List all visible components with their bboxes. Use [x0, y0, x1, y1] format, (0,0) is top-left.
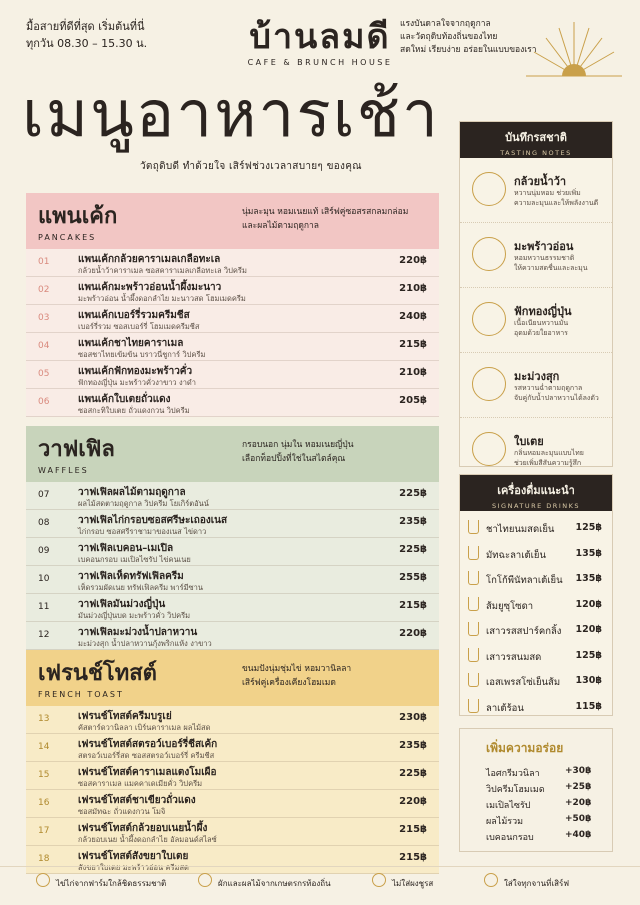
item-description: กล้วยอบเนย น้ำผึ้งดอกลำไย อัลมอนด์สไลซ์: [78, 835, 217, 844]
item-number: 14: [38, 742, 50, 752]
item-number: 09: [38, 546, 50, 556]
desc-line: เลือกท็อปปิ้งที่ใช่ในสไตล์คุณ: [242, 454, 346, 464]
drink-price: 125฿: [575, 649, 602, 661]
section-pancakes: [26, 193, 439, 417]
item-number: 10: [38, 574, 50, 584]
intro-line-1: แรงบันดาลใจจากฤดูกาล: [400, 19, 491, 29]
item-price: 215฿: [399, 600, 427, 611]
extra-item: [460, 828, 612, 844]
drink-price: 125฿: [575, 522, 602, 533]
extra-item: [460, 812, 612, 828]
cup-icon: [468, 520, 479, 534]
item-description: กล้วยน้ำว้าคาราเมล ซอสคาราเมลเกลือทะเล วิปครีม: [78, 266, 247, 275]
section-header: [26, 193, 439, 249]
note-line: ให้ความสดชื่นและละมุน: [514, 264, 588, 272]
drink-item: [460, 617, 612, 643]
footer: [0, 866, 640, 898]
item-price: 215฿: [399, 824, 427, 835]
item-name: วาฟเฟิลไก่กรอบซอสศรีษะเถองเนส: [78, 515, 228, 526]
drink-item: [460, 515, 612, 541]
note-line: หวานนุ่มหอม ช่วยเพิ่ม: [514, 189, 581, 197]
item-price: 205฿: [399, 395, 427, 406]
drink-name: ชาไทยนมสดเย็น: [486, 524, 555, 535]
item-name: วาฟเฟิลเห็ดทรัฟเฟิลครีม: [78, 571, 184, 582]
item-description: มันม่วงญี่ปุ่นบด มะพร้าวคั่ว วิปครีม: [78, 611, 191, 620]
section-french-toast: [26, 650, 439, 874]
desc-line: กรอบนอก นุ่มใน หอมเนยญี่ปุ่น: [242, 440, 354, 450]
section-title: วาฟเฟิล: [38, 436, 115, 462]
extras-panel: [459, 728, 613, 852]
section-description: [242, 205, 432, 233]
note-line: ช่วยเพิ่มสีสันความรู้สึก: [514, 459, 582, 467]
drink-item: [460, 566, 612, 592]
footer-note: ใส่ใจทุกจานที่เสิร์ฟ: [504, 879, 569, 888]
item-number: 07: [38, 490, 50, 500]
extra-name: ไอศกรีมวนิลา: [486, 769, 540, 779]
item-price: 225฿: [399, 488, 427, 499]
drink-price: 135฿: [575, 547, 602, 559]
item-number: 04: [38, 341, 50, 351]
item-price: 230฿: [399, 712, 427, 723]
item-description: สังขยาใบเตย มะพร้าวอ่อน ครีมสด: [78, 863, 189, 872]
menu-list: [26, 482, 439, 650]
drink-price: 120฿: [575, 598, 602, 610]
note-title: ใบเตย: [514, 435, 544, 448]
item-name: เฟรนช์โทสต์กล้วยอบเนยน้ำผึ้ง: [78, 823, 208, 834]
item-description: ซอสคาราเมล แมคคาเดเมียคั่ว วิปครีม: [78, 779, 203, 788]
drink-price: 120฿: [575, 624, 602, 635]
item-price: 220฿: [399, 255, 427, 266]
tasting-list: [460, 158, 612, 483]
item-number: 16: [38, 798, 50, 808]
drink-name: เอสเพรสโซ่เย็นส้ม: [486, 677, 561, 688]
extra-item: [460, 780, 612, 796]
item-number: 01: [38, 257, 50, 267]
tasting-notes-panel: [459, 121, 613, 467]
item-number: 11: [38, 602, 50, 612]
panel-title: เครื่องดื่มแนะนำ: [497, 484, 575, 497]
item-price: 215฿: [399, 852, 427, 863]
menu-list: [26, 706, 439, 874]
item-number: 06: [38, 397, 50, 407]
item-price: 225฿: [399, 544, 427, 555]
sunrise-icon: [524, 20, 624, 82]
note-description: [514, 448, 606, 468]
tasting-note: [460, 353, 612, 418]
extra-item: [460, 796, 612, 812]
menu-item: [26, 249, 439, 277]
item-number: 15: [38, 770, 50, 780]
header-intro: [400, 18, 537, 57]
cup-icon: [468, 571, 479, 585]
note-description: [514, 383, 606, 403]
pandan-icon: [472, 432, 506, 466]
item-name: แพนเค้กเบอร์รี่รวมครีมชีส: [78, 310, 190, 321]
tasting-note: [460, 288, 612, 353]
item-name: วาฟเฟิลเบคอน–เมเปิล: [78, 543, 174, 554]
menu-item: [26, 762, 439, 790]
footer-note: ไข่ไก่จากฟาร์มใกล้ชิดธรรมชาติ: [56, 879, 167, 888]
cup-icon: [468, 546, 479, 560]
desc-line: และผลไม้ตามฤดูกาล: [242, 221, 320, 231]
item-name: แพนเค้กชาไทยคาราเมล: [78, 338, 184, 349]
item-name: เฟรนช์โทสต์สังขยาใบเตย: [78, 851, 189, 862]
section-waffles: [26, 426, 439, 650]
item-price: 220฿: [399, 796, 427, 807]
menu-item: [26, 277, 439, 305]
mango-icon: [472, 367, 506, 401]
extra-name: เมเปิลไซรัป: [486, 801, 531, 811]
desc-line: นุ่มละมุน หอมเนยแท้ เสิร์ฟคู่ซอสรสกลมกล่อม: [242, 207, 409, 217]
drink-item: [460, 668, 612, 694]
drinks-list: [460, 511, 612, 719]
menu-item: [26, 622, 439, 650]
item-name: เฟรนช์โทสต์คาราเมลแตงโมเผือ: [78, 767, 217, 778]
panel-title-en: TASTING NOTES: [500, 149, 572, 157]
section-header: [26, 426, 439, 482]
coconut-icon: [472, 237, 506, 271]
extras-title: เพิ่มความอร่อย: [486, 741, 564, 755]
item-description: ซอสมัทฉะ ถั่วแดงกวน โมจิ: [78, 807, 166, 816]
note-line: กลิ่นหอมละมุนแบบไทย: [514, 449, 584, 457]
cup-icon: [468, 597, 479, 611]
item-name: เฟรนช์โทสต์สตรอว์เบอร์รี่ชีสเค้ก: [78, 739, 218, 750]
desc-line: ขนมปังนุ่มชุ่มไข่ หอมวานิลลา: [242, 664, 352, 674]
drink-name: ส้มยูซุโซดา: [486, 600, 534, 612]
extra-name: เบคอนกรอบ: [486, 833, 534, 843]
drink-item: [460, 541, 612, 567]
tasting-note: [460, 158, 612, 223]
drink-price: 115฿: [575, 700, 602, 712]
brand-name: บ้านลมดี: [249, 17, 391, 57]
item-price: 210฿: [399, 367, 427, 378]
extra-price: +40฿: [565, 830, 592, 840]
drink-price: 130฿: [575, 675, 602, 686]
menu-item: [26, 333, 439, 361]
item-price: 225฿: [399, 768, 427, 779]
leaf-icon: [198, 873, 212, 887]
item-price: 235฿: [399, 740, 427, 751]
panel-title-en: SIGNATURE DRINKS: [492, 502, 580, 510]
item-number: 05: [38, 369, 50, 379]
hands-icon: [484, 873, 498, 887]
panel-header: [460, 122, 612, 158]
panel-title: บันทึกรสชาติ: [505, 131, 567, 144]
item-description: ไก่กรอบ ซอสศรีราชามาของเนส ไข่ดาว: [78, 527, 207, 536]
section-title-en: WAFFLES: [38, 466, 89, 475]
note-line: จับคู่กับน้ำปลาหวานได้ลงตัว: [514, 394, 599, 402]
note-description: [514, 253, 606, 273]
item-name: วาฟเฟิลผลไม้ตามฤดูกาล: [78, 487, 186, 498]
item-description: สตรอว์เบอร์รี่สด ซอสสตรอว์เบอร์รี่ ครีมชีส: [78, 751, 215, 760]
note-description: [514, 318, 606, 338]
intro-line-2: และวัตถุดิบท้องถิ่นของไทย: [400, 32, 498, 42]
item-name: วาฟเฟิลมะม่วงน้ำปลาหวาน: [78, 627, 198, 638]
page-subtitle: วัตถุดิบดี ทำด้วยใจ เสิร์ฟช่วงเวลาสบายๆ ของคุณ: [140, 161, 362, 172]
item-description: คัสตาร์ดวานิลลา เบิร์นคาราเมล ผลไม้สด: [78, 723, 211, 732]
item-number: 03: [38, 313, 50, 323]
menu-item: [26, 361, 439, 389]
drink-name: โกโก้พีนัทลาเต้เย็น: [486, 575, 563, 586]
item-price: 210฿: [399, 283, 427, 294]
item-description: ฟักทองญี่ปุ่น มะพร้าวคั่วงาขาว งาดำ: [78, 378, 196, 387]
extras-list: [460, 758, 612, 844]
tagline-line-2: ทุกวัน 08.30 – 15.30 น.: [26, 37, 148, 50]
intro-line-3: สดใหม่ เรียบง่าย อร่อยในแบบของเรา: [400, 45, 537, 55]
egg-icon: [36, 873, 50, 887]
section-header: [26, 650, 439, 706]
item-description: มะพร้าวอ่อน น้ำผึ้งดอกลำไย มะนาวสด โฮมเมดครีม: [78, 294, 246, 303]
menu-item: [26, 790, 439, 818]
menu-item: [26, 706, 439, 734]
note-title: มะพร้าวอ่อน: [514, 240, 574, 253]
item-description: เห็ดรวมผัดเนย ทรัฟเฟิลครีม พาร์มีซาน: [78, 583, 203, 592]
note-line: หอมหวานธรรมชาติ: [514, 254, 575, 262]
drink-name: เสาวรสนมสด: [486, 651, 542, 663]
drink-item: [460, 694, 612, 720]
item-number: 13: [38, 714, 50, 724]
item-price: 220฿: [399, 628, 427, 639]
item-description: เบอร์รี่รวม ซอสเบอร์รี่ โฮมเมดครีมชีส: [78, 322, 200, 331]
note-title: มะม่วงสุก: [514, 370, 560, 383]
footer-note: ไม่ใส่ผงชูรส: [392, 879, 434, 888]
tasting-note: [460, 223, 612, 288]
menu-item: [26, 389, 439, 417]
pumpkin-icon: [472, 302, 506, 336]
drink-item: [460, 643, 612, 669]
item-number: 12: [38, 630, 50, 640]
item-price: 215฿: [399, 339, 427, 350]
section-title: แพนเค้ก: [38, 203, 118, 229]
tagline-line-1: มื้อสายที่ดีที่สุด เริ่มต้นที่นี่: [26, 20, 145, 33]
item-number: 08: [38, 518, 50, 528]
cup-icon: [468, 673, 479, 687]
page-title: เมนูอาหารเช้า: [22, 78, 440, 152]
item-name: แพนเค้กใบเตยถั่วแดง: [78, 394, 171, 405]
menu-item: [26, 305, 439, 333]
note-title: กล้วยน้ำว้า: [514, 175, 567, 188]
banana-icon: [472, 172, 506, 206]
item-description: ซอสชาไทยเข้มข้น บราวนี่ชูการ์ วิปครีม: [78, 350, 206, 359]
note-line: อุดมด้วยใยอาหาร: [514, 329, 568, 337]
item-name: วาฟเฟิลมันม่วงญี่ปุ่น: [78, 599, 166, 610]
drink-name: เสาวรสสปาร์คกลิ้ง: [486, 626, 562, 637]
extra-price: +50฿: [565, 814, 592, 824]
menu-item: [26, 538, 439, 566]
item-number: 17: [38, 826, 50, 836]
note-title: ฟักทองญี่ปุ่น: [514, 305, 572, 318]
item-name: เฟรนช์โทสต์ชาเขียวถั่วแดง: [78, 795, 196, 806]
note-description: [514, 188, 606, 208]
drink-price: 135฿: [575, 573, 602, 584]
menu-item: [26, 818, 439, 846]
item-number: 02: [38, 285, 50, 295]
section-title-en: FRENCH TOAST: [38, 690, 124, 699]
item-name: เฟรนช์โทสต์ครีมบรูเย่: [78, 711, 172, 722]
cup-icon: [468, 699, 479, 713]
item-price: 240฿: [399, 311, 427, 322]
extra-name: ผลไม้รวม: [486, 817, 524, 827]
brand-subtitle: CAFE & BRUNCH HOUSE: [247, 58, 393, 67]
drink-name: ลาเต้ร้อน: [486, 702, 524, 714]
item-name: แพนเค้กฟักทองมะพร้าวคั่ว: [78, 366, 193, 377]
item-description: ซอสกะทิใบเตย ถั่วแดงกวน วิปครีม: [78, 406, 190, 415]
note-line: เนื้อเนียนหวานมัน: [514, 319, 569, 327]
section-description: [242, 662, 432, 690]
extra-price: +30฿: [565, 766, 592, 776]
note-line: รสหวานฉ่ำตามฤดูกาล: [514, 384, 583, 392]
menu-item: [26, 566, 439, 594]
item-description: ผลไม้สดตามฤดูกาล วิปครีม โยเกิร์ตอันน์: [78, 499, 209, 508]
item-price: 235฿: [399, 516, 427, 527]
menu-list: [26, 249, 439, 417]
note-line: ความละมุนและให้พลังงานดี: [514, 199, 599, 207]
item-name: แพนเค้กมะพร้าวอ่อนน้ำผึ้งมะนาว: [78, 282, 222, 293]
menu-item: [26, 594, 439, 622]
item-name: แพนเค้กกล้วยคาราเมลเกลือทะเล: [78, 254, 221, 265]
extra-price: +25฿: [565, 782, 592, 792]
item-price: 255฿: [399, 572, 427, 583]
menu-item: [26, 482, 439, 510]
item-description: เบคอนกรอบ เมเปิลไซรัป ไข่คนเนย: [78, 555, 191, 564]
menu-item: [26, 734, 439, 762]
drink-name: มัทฉะลาเต้เย็น: [486, 549, 546, 561]
desc-line: เสิร์ฟคู่เครื่องเคียงโฮมเมด: [242, 678, 336, 688]
heart-icon: [372, 873, 386, 887]
drinks-panel: [459, 474, 613, 716]
cup-icon: [468, 648, 479, 662]
section-title: เฟรนช์โทสต์: [38, 660, 157, 686]
section-description: [242, 438, 432, 466]
footer-note: ผักและผลไม้จากเกษตรกรท้องถิ่น: [218, 879, 331, 888]
panel-header: [460, 475, 612, 511]
drink-item: [460, 592, 612, 618]
extra-price: +20฿: [565, 798, 592, 808]
menu-item: [26, 510, 439, 538]
item-number: 18: [38, 854, 50, 864]
item-description: มะม่วงสุก น้ำปลาหวานกุ้งพริกแห้ง งาขาว: [78, 639, 212, 648]
extra-name: วิปครีมโฮมเมด: [486, 785, 545, 795]
extra-item: [460, 764, 612, 780]
cup-icon: [468, 622, 479, 636]
section-title-en: PANCAKES: [38, 233, 97, 242]
